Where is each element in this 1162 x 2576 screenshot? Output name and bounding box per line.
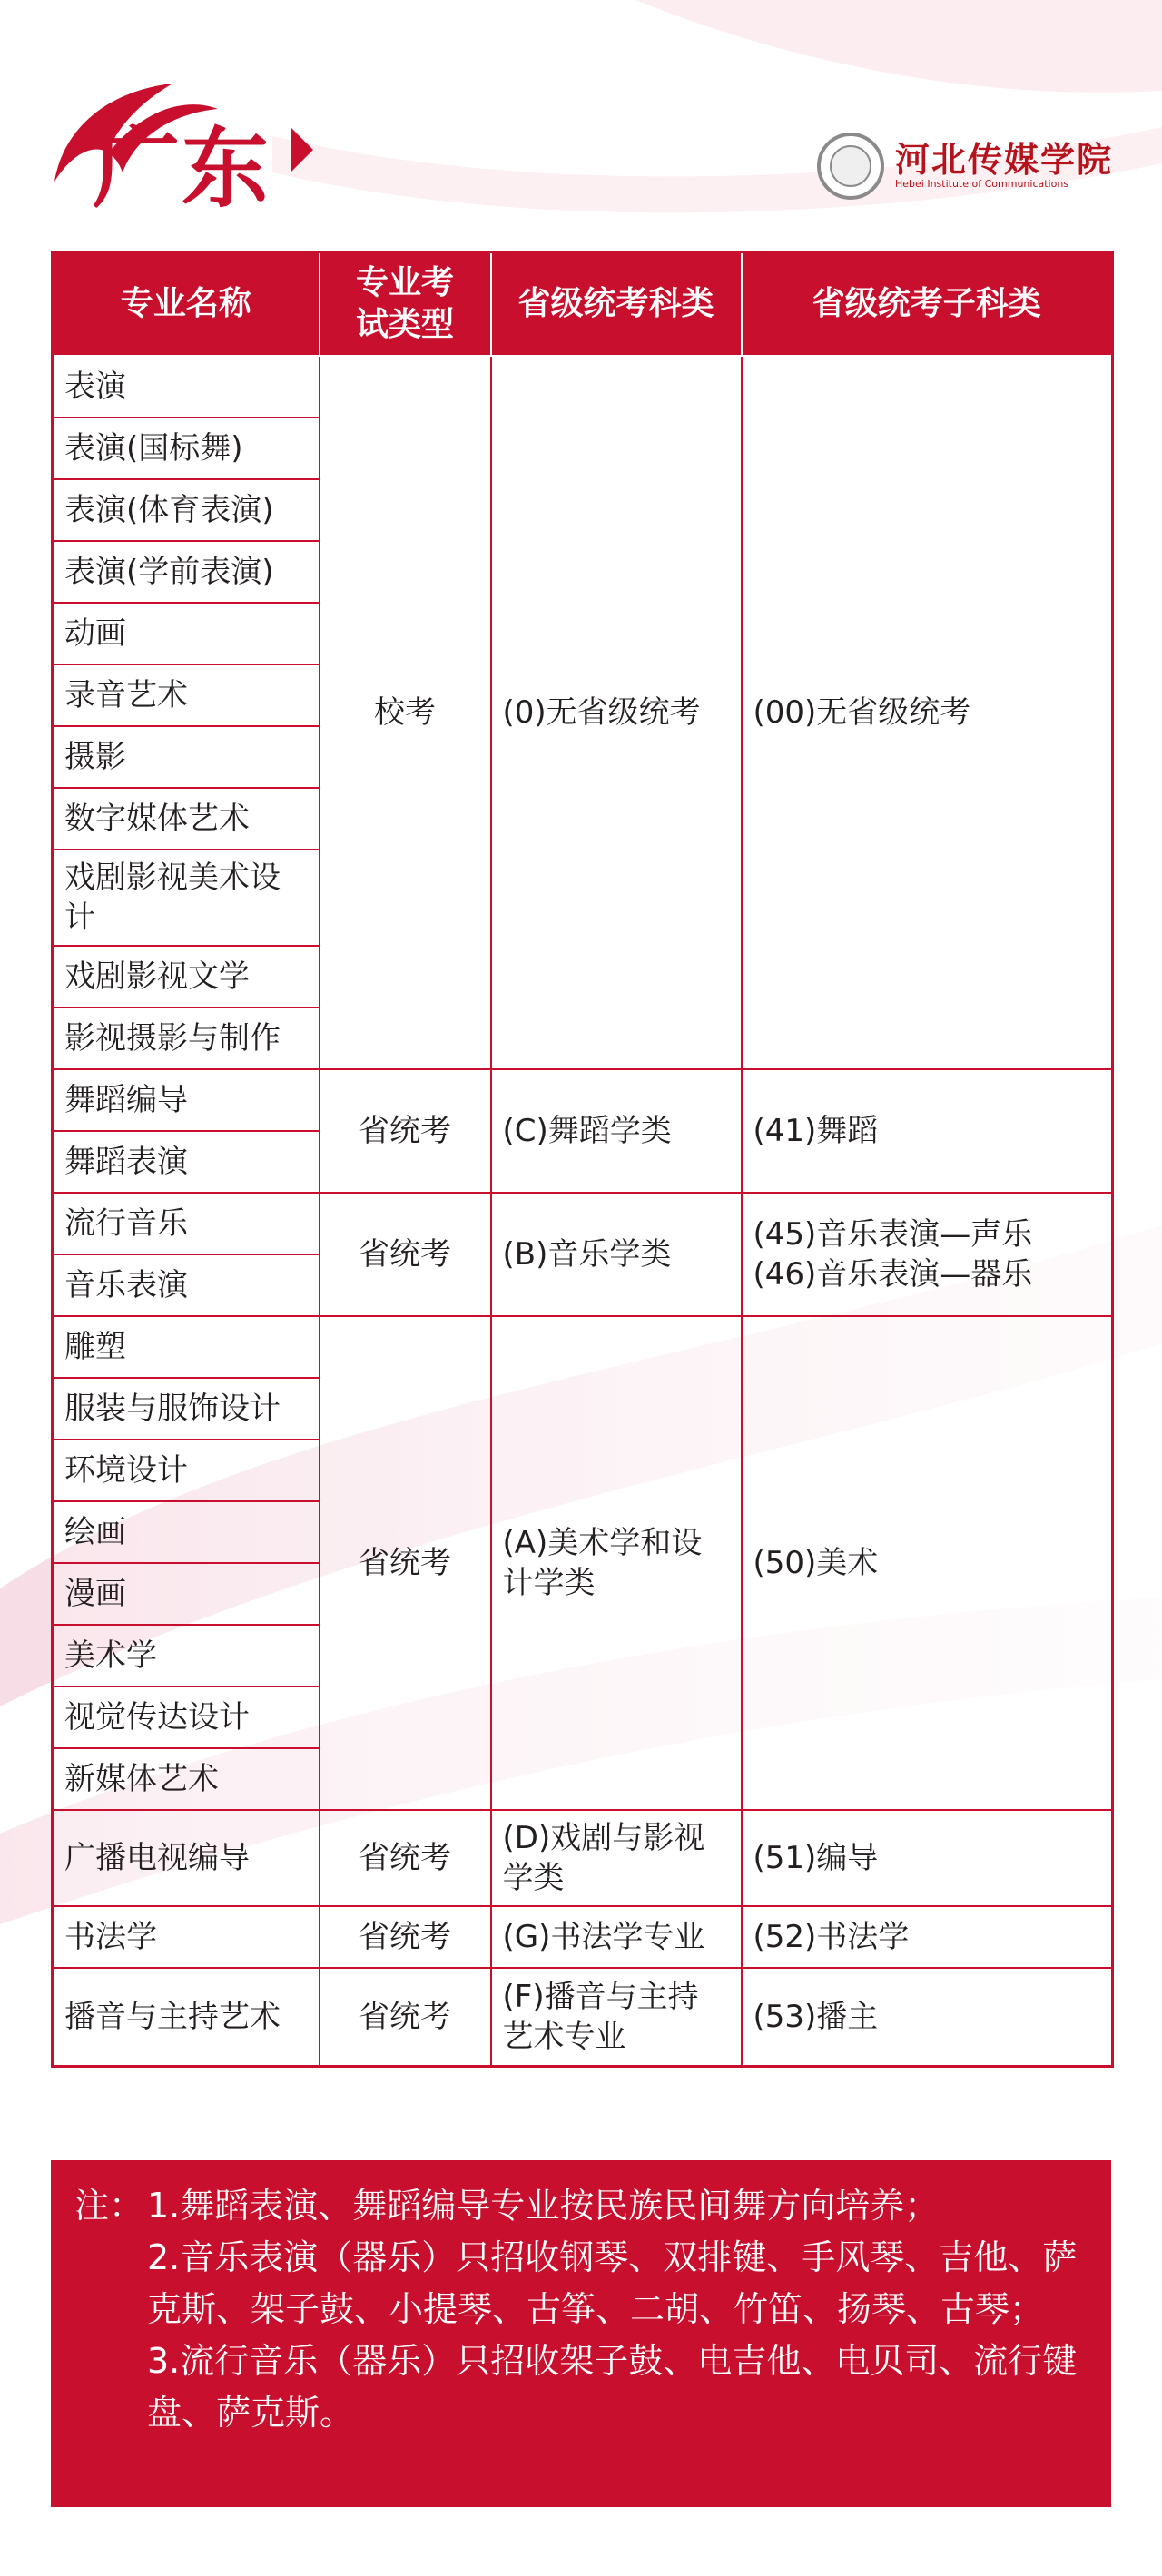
major-name: 舞蹈表演 — [53, 1131, 320, 1193]
table-row — [53, 1193, 1113, 1254]
category-cell: (D)戏剧与影视学类 — [491, 1810, 742, 1906]
major-name: 播音与主持艺术 — [53, 1968, 320, 2067]
exam-type-cell: 省统考 — [320, 1316, 491, 1810]
major-name: 戏剧影视美术设计 — [53, 850, 320, 946]
subcategory-cell: (53)播主 — [742, 1968, 1113, 2067]
major-name: 舞蹈编导 — [53, 1069, 320, 1131]
major-name: 流行音乐 — [53, 1193, 320, 1254]
major-name: 摄影 — [53, 726, 320, 788]
category-cell: (F)播音与主持艺术专业 — [491, 1968, 742, 2067]
header-subcategory: 省级统考子科类 — [742, 252, 1113, 357]
category-cell: (B)音乐学类 — [491, 1193, 742, 1316]
note-item: 1.舞蹈表演、舞蹈编导专业按民族民间舞方向培养； — [147, 2186, 940, 2226]
header — [0, 0, 1162, 236]
table-header-row — [53, 252, 1113, 357]
major-name: 戏剧影视文学 — [53, 946, 320, 1008]
exam-type-cell: 省统考 — [320, 1069, 491, 1193]
header-exam-type: 专业考试类型 — [320, 252, 491, 357]
subcategory-cell: (00)无省级统考 — [742, 356, 1113, 1069]
school-name-cn: 河北传媒学院 — [894, 139, 1113, 180]
school-seal-icon — [817, 133, 884, 200]
school-name-en: Hebei Institute of Communications — [894, 178, 1069, 190]
table-row — [53, 356, 1113, 418]
notes-label: 注： — [74, 2186, 144, 2226]
major-name: 新媒体艺术 — [53, 1748, 320, 1810]
table-row — [53, 1316, 1113, 1378]
major-name: 数字媒体艺术 — [53, 788, 320, 850]
major-name: 漫画 — [53, 1563, 320, 1625]
major-name: 表演(体育表演) — [53, 479, 320, 541]
major-name: 表演(学前表演) — [53, 541, 320, 603]
category-cell: (G)书法学专业 — [491, 1906, 742, 1968]
major-name: 影视摄影与制作 — [53, 1008, 320, 1069]
major-name: 表演(国标舞) — [53, 418, 320, 479]
header-major-name: 专业名称 — [53, 252, 320, 357]
subcategory-cell: (52)书法学 — [742, 1906, 1113, 1968]
exam-type-cell: 省统考 — [320, 1193, 491, 1316]
exam-type-cell: 校考 — [320, 356, 491, 1069]
major-name: 表演 — [53, 356, 320, 418]
category-cell: (A)美术学和设计学类 — [491, 1316, 742, 1810]
category-cell: (0)无省级统考 — [491, 356, 742, 1069]
exam-type-cell: 省统考 — [320, 1906, 491, 1968]
major-name: 动画 — [53, 603, 320, 664]
major-name: 视觉传达设计 — [53, 1686, 320, 1748]
major-name: 录音艺术 — [53, 664, 320, 726]
major-name: 音乐表演 — [53, 1254, 320, 1316]
category-cell: (C)舞蹈学类 — [491, 1069, 742, 1193]
major-name: 雕塑 — [53, 1316, 320, 1378]
region-title: 广东 — [93, 118, 271, 220]
table-row — [53, 1968, 1113, 2067]
major-name: 美术学 — [53, 1625, 320, 1686]
header-category: 省级统考科类 — [491, 252, 742, 357]
major-name: 环境设计 — [53, 1440, 320, 1501]
major-name: 广播电视编导 — [53, 1810, 320, 1906]
major-name: 服装与服饰设计 — [53, 1378, 320, 1440]
exam-type-cell: 省统考 — [320, 1810, 491, 1906]
subcategory-line: (46)音乐表演—器乐 — [753, 1256, 1033, 1293]
school-logo — [817, 133, 1113, 200]
subcategory-cell — [742, 1193, 1113, 1316]
major-name: 书法学 — [53, 1906, 320, 1968]
subcategory-cell: (51)编导 — [742, 1810, 1113, 1906]
table-row — [53, 1810, 1113, 1906]
subcategory-cell: (50)美术 — [742, 1316, 1113, 1810]
notes-box — [51, 2160, 1111, 2507]
note-item: 2.音乐表演（器乐）只招收钢琴、双排键、手风琴、吉他、萨克斯、架子鼓、小提琴、古筝、二胡、竹笛、扬琴、古琴； — [147, 2237, 1078, 2329]
table-row — [53, 1906, 1113, 1968]
table-row — [53, 1069, 1113, 1131]
subcategory-line: (45)音乐表演—声乐 — [753, 1216, 1033, 1253]
subcategory-cell: (41)舞蹈 — [742, 1069, 1113, 1193]
note-item: 3.流行音乐（器乐）只招收架子鼓、电吉他、电贝司、流行键盘、萨克斯。 — [147, 2341, 1078, 2433]
major-table — [51, 251, 1111, 2068]
region-logo — [36, 73, 327, 220]
major-name: 绘画 — [53, 1501, 320, 1563]
exam-type-cell: 省统考 — [320, 1968, 491, 2067]
